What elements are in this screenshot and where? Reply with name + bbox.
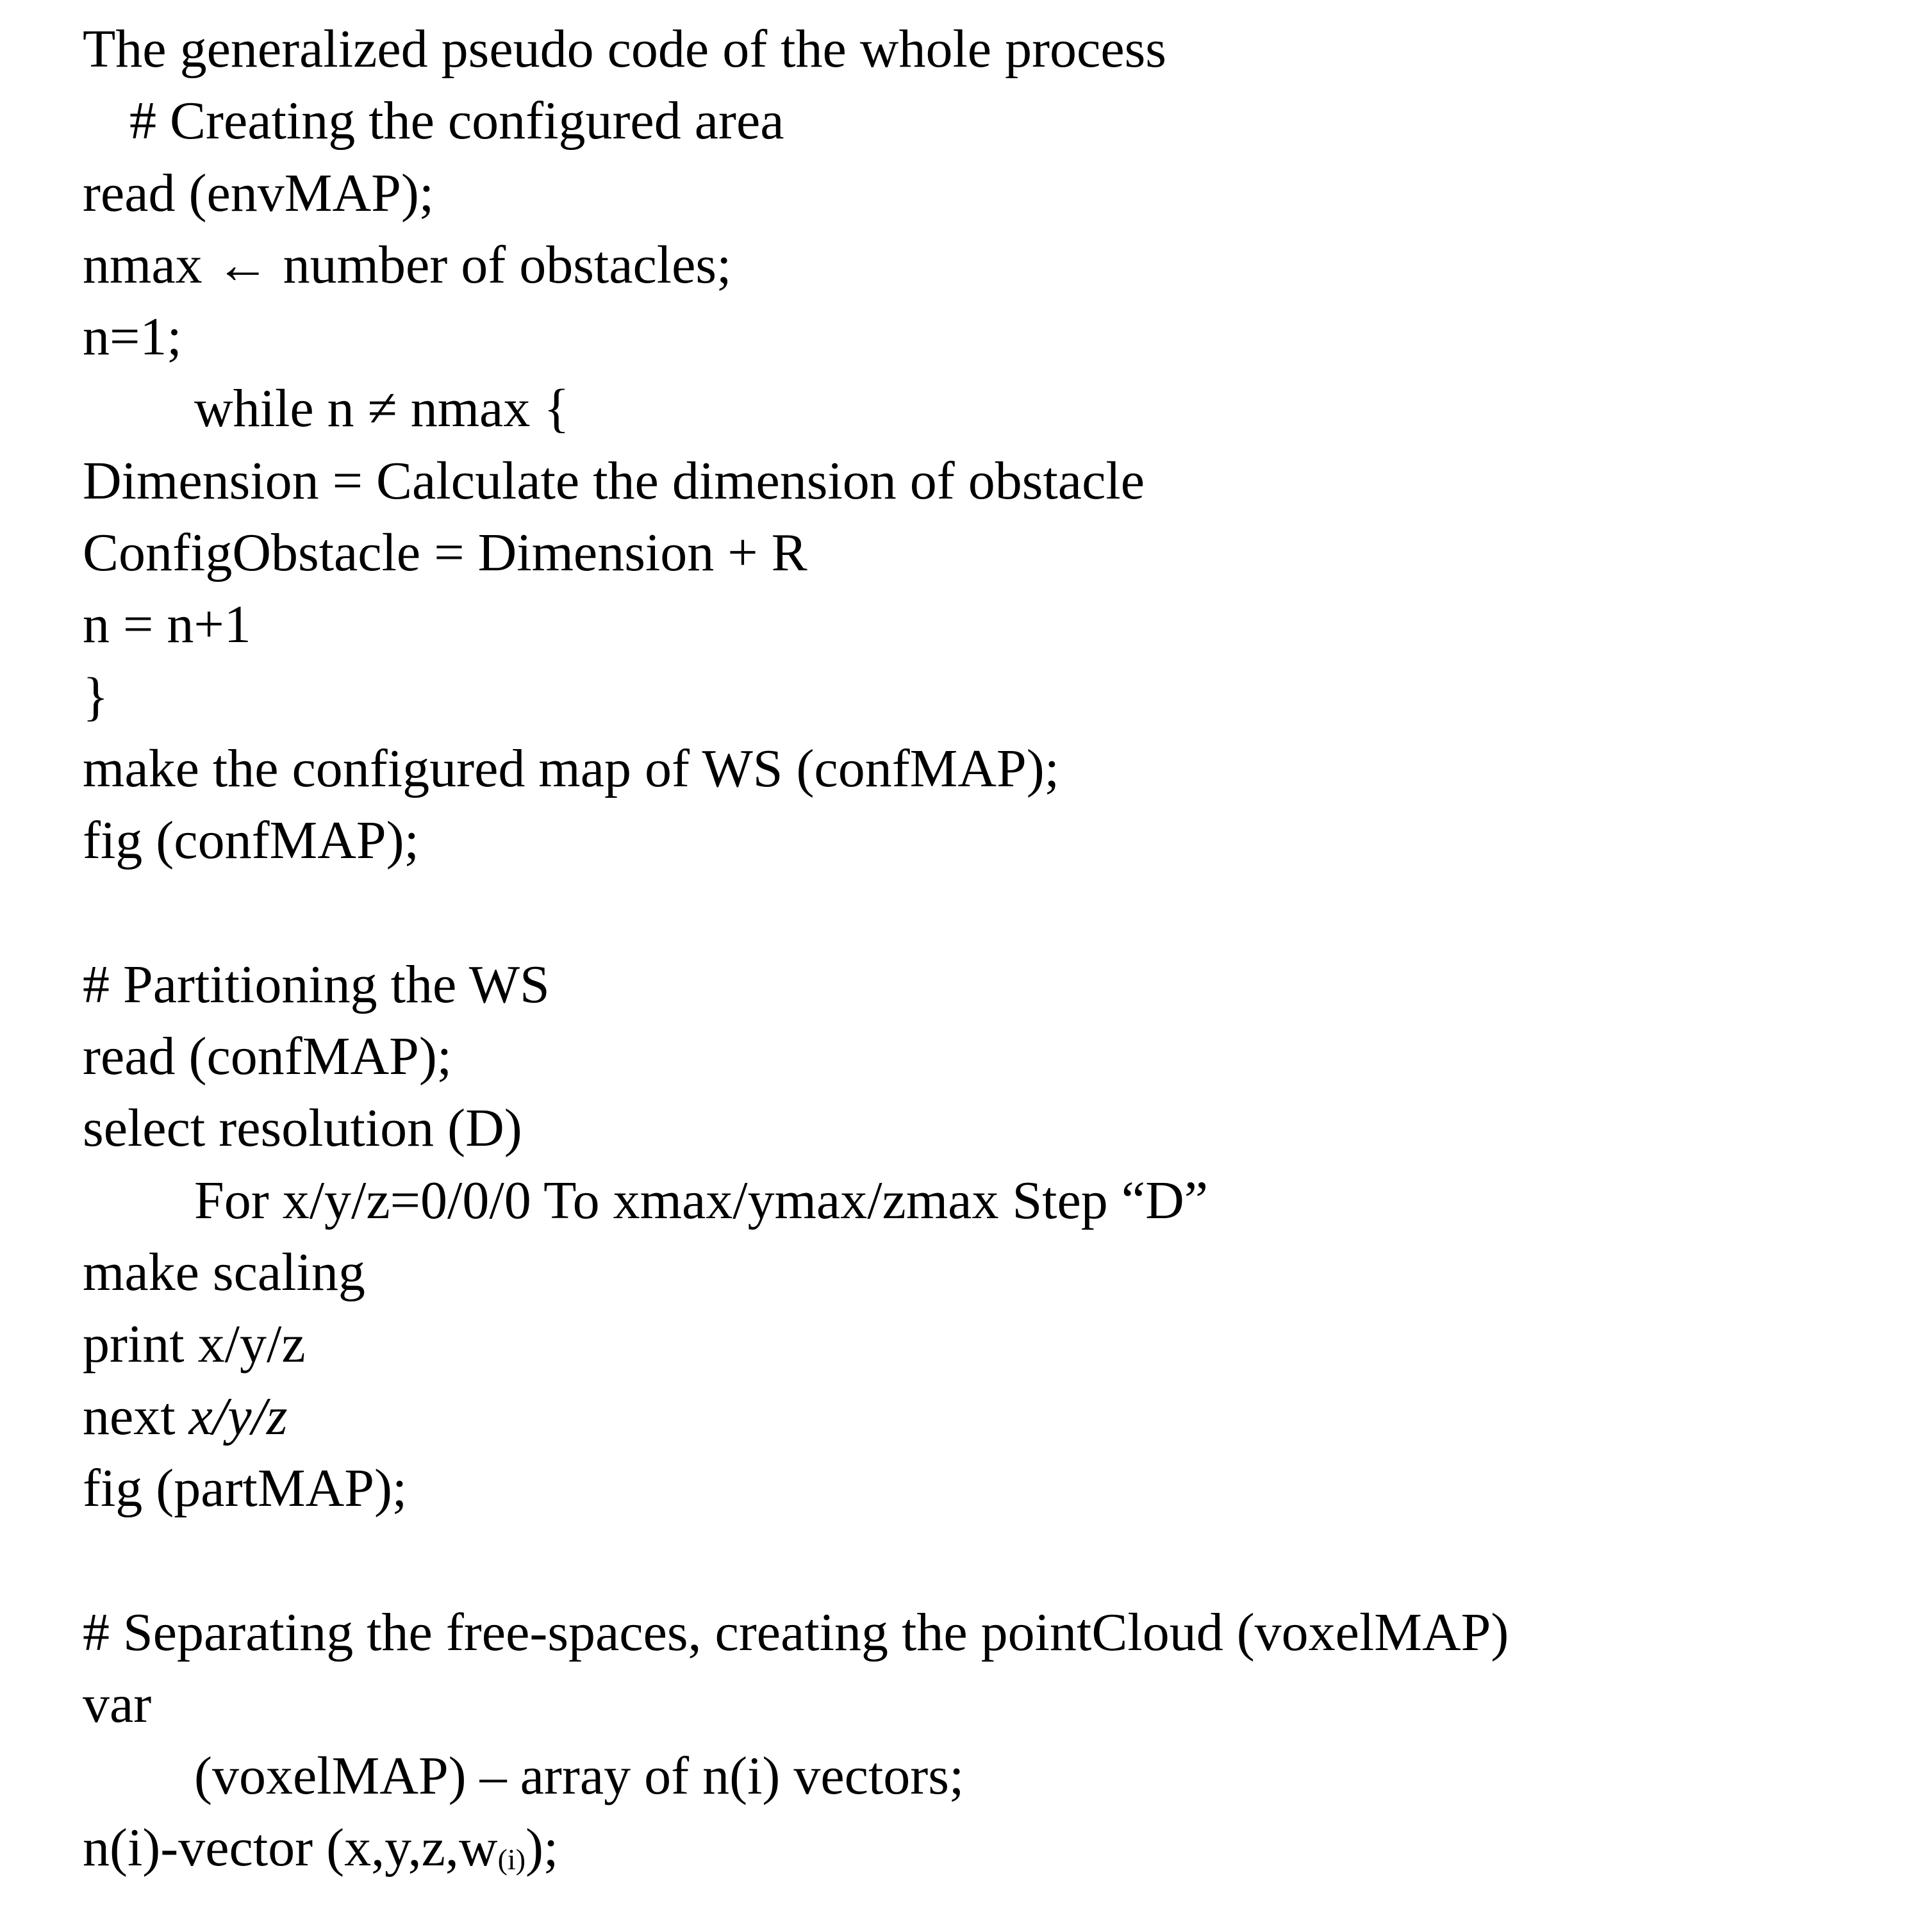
code-line: } — [83, 666, 109, 727]
section-comment-separating: # Separating the free-spaces, creating the pointCloud (voxelMAP) — [83, 1602, 1509, 1662]
code-line: fig (partMAP); — [83, 1458, 408, 1518]
code-line: n = n+1 — [83, 595, 251, 655]
code-line-vector — [83, 1812, 1894, 1884]
code-line-while: while n ≠ nmax { — [194, 379, 570, 439]
vector-subscript: (i) — [497, 1843, 526, 1876]
blank-line — [83, 877, 1894, 949]
pseudo-code-document — [83, 13, 1894, 1885]
code-line: ConfigObstacle = Dimension + R — [83, 523, 807, 583]
code-line-next — [83, 1381, 1894, 1453]
code-line-for: For x/y/z=0/0/0 To xmax/ymax/zmax Step “D” — [194, 1170, 1209, 1230]
next-keyword: next — [83, 1386, 189, 1446]
code-line: read (envMAP); — [83, 163, 434, 223]
section-comment-configured-area: # Creating the configured area — [129, 91, 784, 151]
code-line: Dimension = Calculate the dimension of obstacle — [83, 450, 1145, 511]
next-variable: x/y/z — [188, 1386, 288, 1446]
code-line-var: var — [83, 1674, 152, 1734]
vector-prefix: n(i)-vector (x,y,z,w — [83, 1818, 498, 1878]
code-line: n=1; — [83, 307, 182, 367]
document-title: The generalized pseudo code of the whole process — [83, 19, 1166, 79]
code-line: fig (confMAP); — [83, 811, 419, 871]
code-line: make the configured map of WS (confMAP); — [83, 738, 1060, 798]
blank-line — [83, 1524, 1894, 1596]
code-line: read (confMAP); — [83, 1027, 452, 1087]
code-line: select resolution (D) — [83, 1098, 522, 1159]
code-line: print x/y/z — [83, 1314, 306, 1375]
code-line-array: (voxelMAP) – array of n(i) vectors; — [194, 1746, 964, 1806]
vector-suffix: ); — [526, 1818, 559, 1878]
code-line: nmax ← number of obstacles; — [83, 235, 732, 295]
code-line: make scaling — [83, 1243, 365, 1303]
section-comment-partitioning: # Partitioning the WS — [83, 954, 550, 1014]
